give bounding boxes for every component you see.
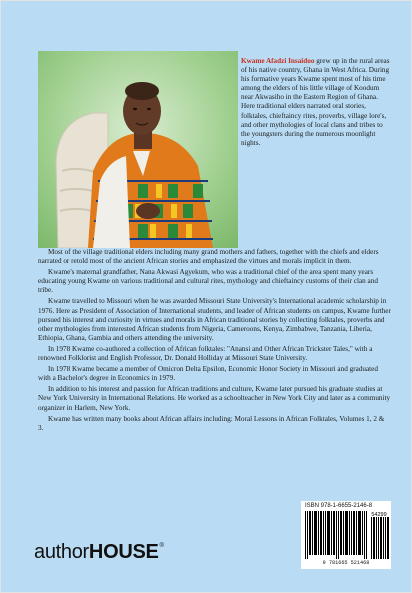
author-name: Kwame Afadzi Insaidoo (241, 57, 315, 65)
barcode-icon (305, 511, 389, 559)
registered-mark: ® (159, 543, 164, 549)
publisher-logo-part2: HOUSE (88, 541, 159, 563)
barcode-number: 9 781665 521468 (322, 560, 370, 566)
bio-paragraph: In 1978 Kwame co-authored a collection of African folktales: "Anansi and Other African Trickster Tales," with a renowned Folklorist and English Professor, Dr. Donald Holliday at Missouri State University. (38, 344, 373, 363)
bio-paragraph: Kwame travelled to Missouri when he was awarded Missouri State University's International academic scholarship in 1976. Here as President of Association of International students, and leader of African students on campus, Kwame further pursued his interest and curiosity in virtues and morals in African traditional stories by collecting folktales, proverbs and other mythologies from interested African students from Nigeria, Cameroons, Kenya, Zimbabwe, Tanzania, Liberia, Ethiopia, Ghana, Gambia and others attending the university. (38, 297, 391, 342)
bio-paragraph: Most of the village traditional elders including many grand mothers and fathers, together with the chiefs and elders narrated or retold most of the ancient African stories and emphasized the virtues and morals implicit in them. (38, 248, 379, 266)
bio-intro (241, 57, 391, 148)
bio-body (38, 248, 391, 435)
barcode-addon: 54299 (371, 512, 387, 518)
isbn-text: ISBN 978-1-6655-2146-8 (305, 503, 373, 509)
barcode (301, 501, 391, 569)
author-photo (38, 51, 238, 248)
bio-paragraph: Kwame has written many books about African affairs including: Moral Lessons in African Folktales, Volumes 1, 2 & 3. (38, 414, 385, 432)
bio-paragraph: In addition to his interest and passion for African traditions and culture, Kwame later pursued his graduate studies at New York University in International Relations. He worked as a schoolteacher in New York City and later as a community organizer in Harlem, New York. (38, 385, 391, 412)
publisher-logo (34, 541, 164, 564)
bio-paragraph: Kwame's maternal grandfather, Nana Akwasi Agyekum, who was a traditional chief of the area spent many years educating young Kwame on various traditional and cultural rites, mythology and chieftaincy customs of their clan and tribe. (38, 268, 378, 295)
bio-intro-text: grew up in the rural areas of his native country, Ghana in West Africa. During his formative years Kwame spent most of his time among the elders of his little village of Koodum near Akwasiho in the Eastern Region of Ghana. Here traditional elders narrated oral stories, folktales, chieftaincy rites, proverbs, village lore's, and other mythologies of local clans and tribes to the youngsters during the numerous moonlight nights. (241, 57, 390, 147)
bio-paragraph: In 1978 Kwame became a member of Omicron Delta Epsilon, Economic Honor Society in Missouri and graduated with a Bachelor's degree in Economics in 1979. (38, 365, 378, 383)
publisher-logo-part1: author (34, 541, 89, 563)
